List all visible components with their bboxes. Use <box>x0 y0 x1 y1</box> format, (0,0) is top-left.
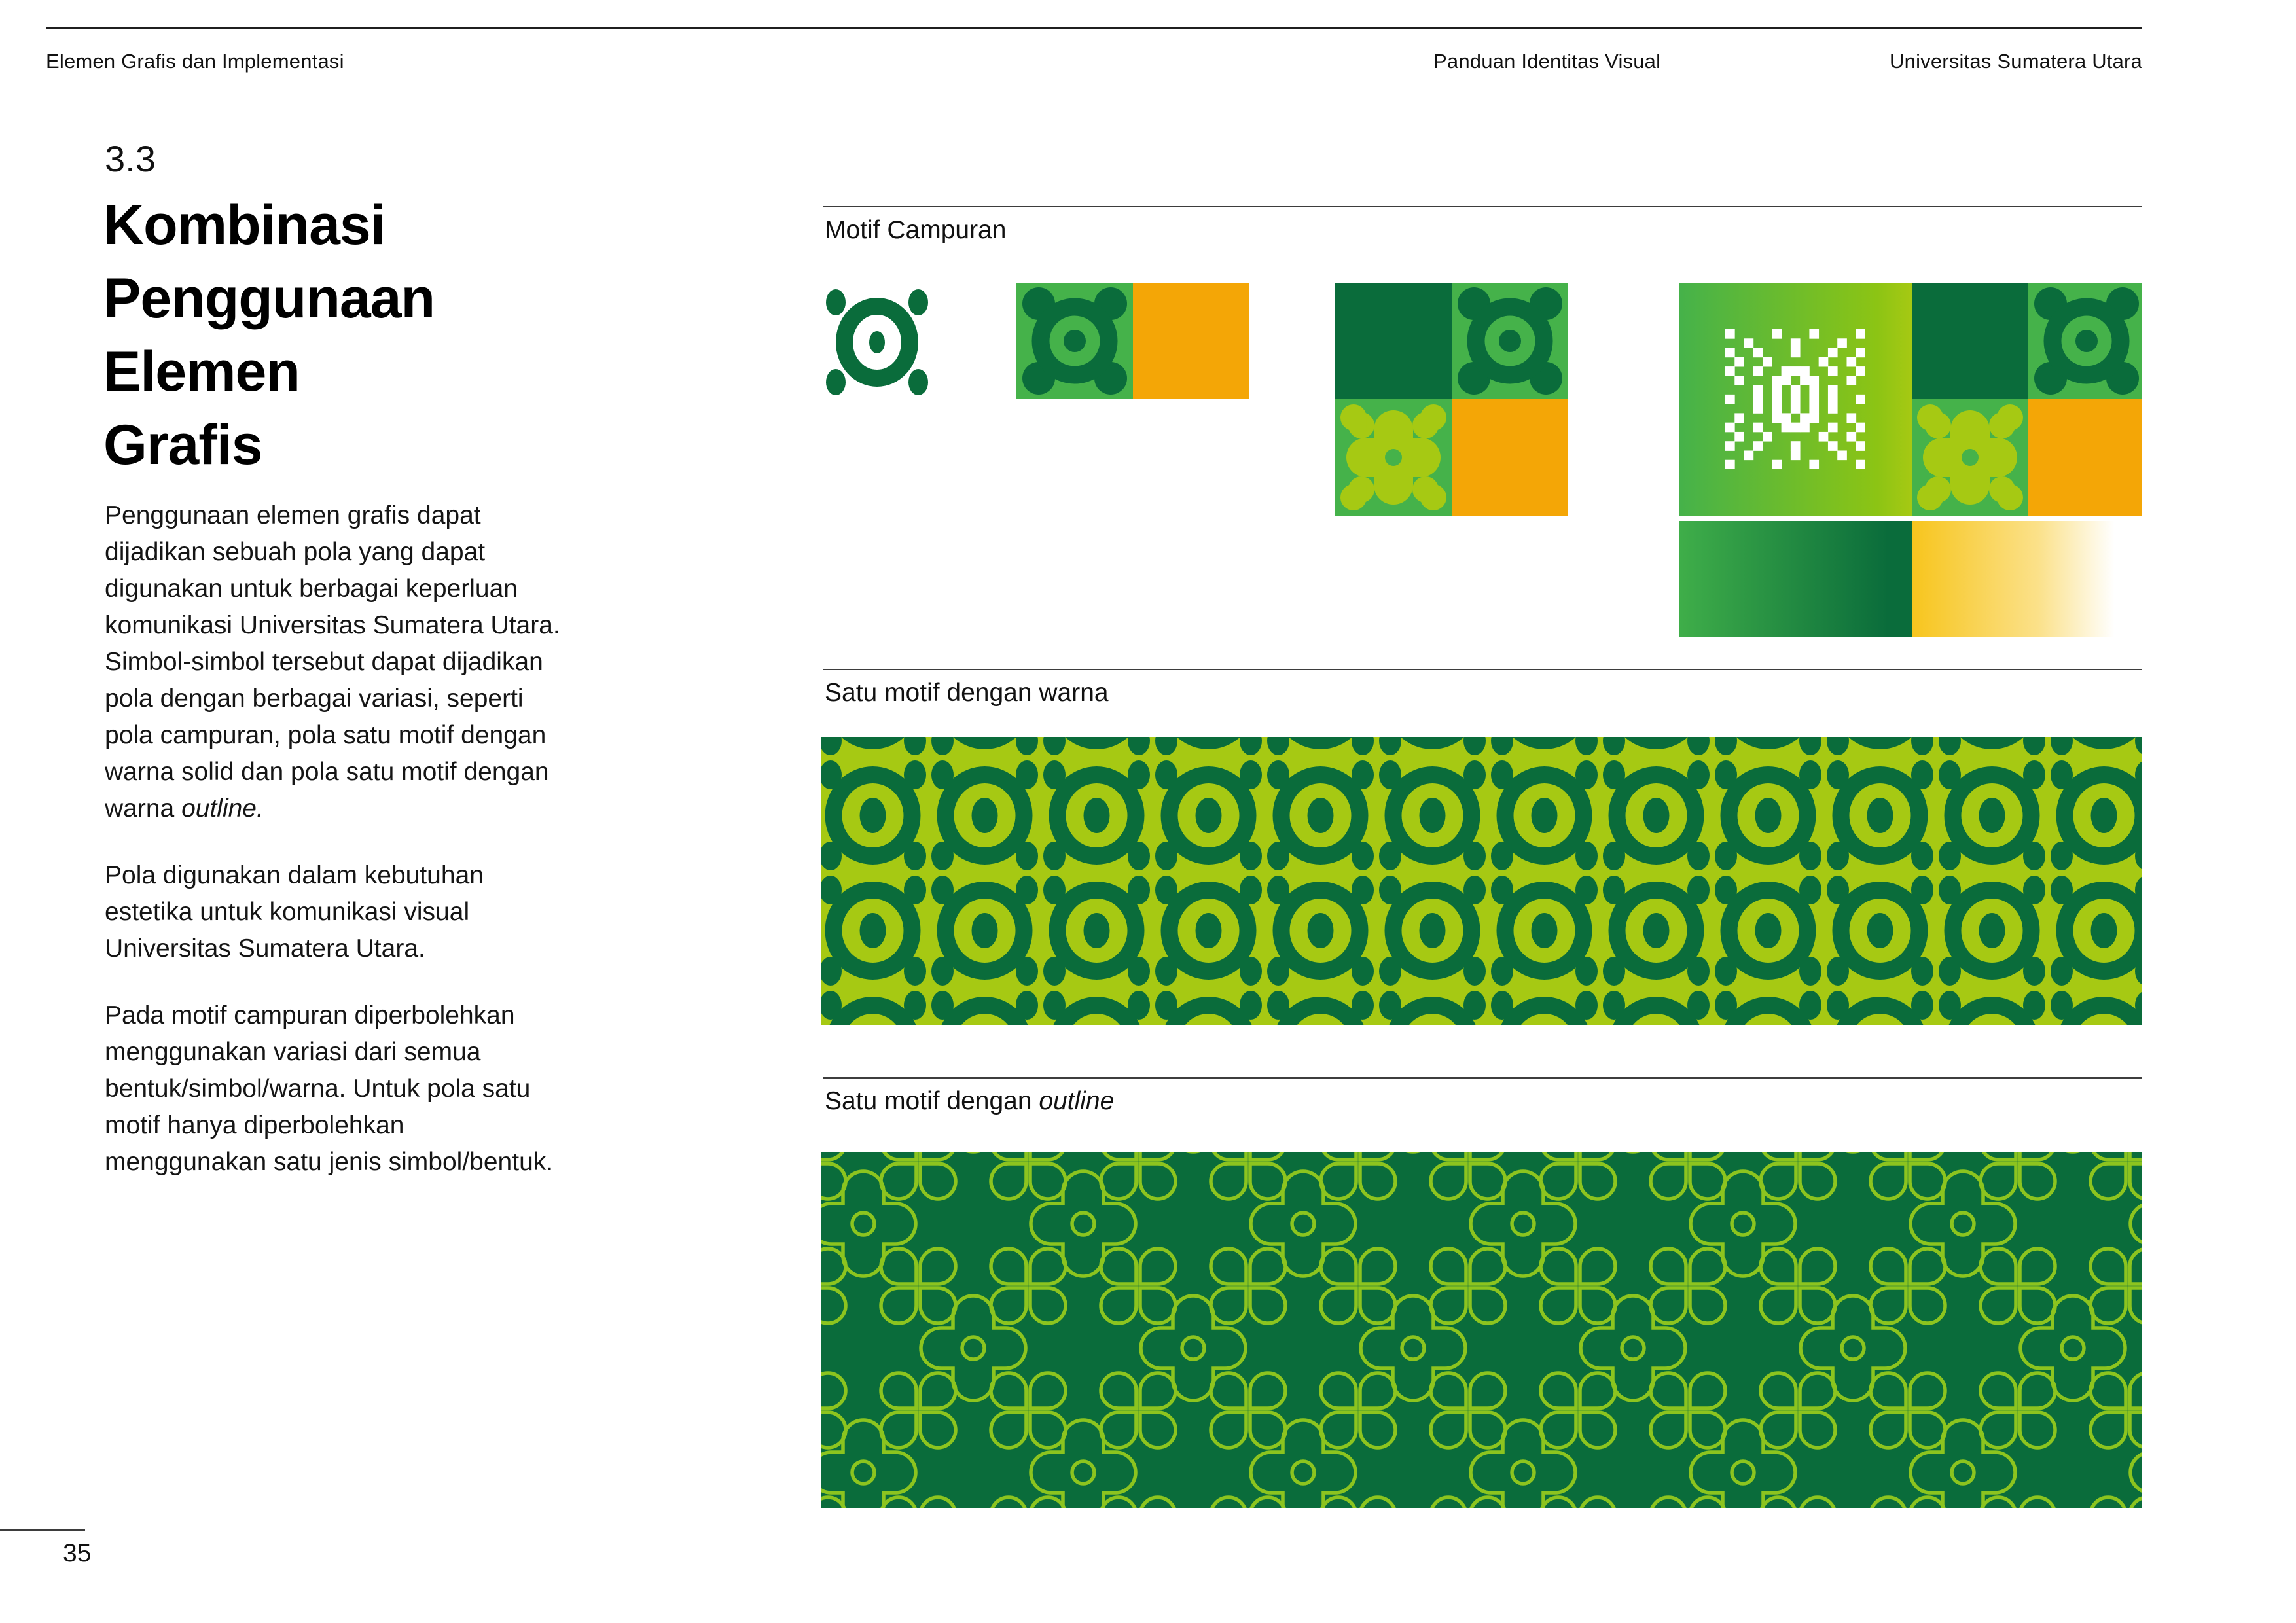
tile-eye-cell <box>1016 283 1133 399</box>
subsection-rule-2 <box>823 669 2142 670</box>
flower-motif-icon <box>1335 399 1452 516</box>
eye-motif-icon <box>1016 283 1133 399</box>
tile-solid-dark-cell <box>1912 283 2028 399</box>
body-text <box>105 497 563 1211</box>
page-number: 35 <box>63 1539 92 1567</box>
subsection-label-1: Motif Campuran <box>825 216 1007 244</box>
header-rule <box>46 27 2142 29</box>
sample-composite <box>1679 283 2142 637</box>
tile-orange-cell <box>2028 399 2142 516</box>
tile-solid-dark-cell <box>1335 283 1452 399</box>
sample-two-tiles <box>1016 283 1249 399</box>
header-org-name: Universitas Sumatera Utara <box>1890 50 2142 73</box>
paragraph-3-text: Pada motif campuran diperbolehkan menggunakan variasi dari semua bentuk/simbol/warna. Untuk pola satu motif hanya diperbolehkan menggunakan satu jenis simbol/bentuk. <box>105 1001 554 1176</box>
tile-pixel-motif-cell <box>1679 283 1912 516</box>
tile-orange-cell <box>1133 283 1249 399</box>
paragraph-2-text: Pola digunakan dalam kebutuhan estetika untuk komunikasi visual Universitas Sumatera Utara. <box>105 861 484 963</box>
subsection-label-3-text: Satu motif dengan <box>825 1087 1039 1115</box>
sample-grid-2x2 <box>1335 283 1568 516</box>
eye-motif-icon <box>2028 283 2142 399</box>
eye-motif-icon <box>1452 283 1568 399</box>
section-number: 3.3 <box>105 138 156 179</box>
tile-eye-cell <box>1452 283 1568 399</box>
solid-color-pattern-band <box>821 737 2142 1025</box>
tile-green-gradient-band <box>1679 521 1912 637</box>
paragraph-1-text: Penggunaan elemen grafis dapat dijadikan sebuah pola yang dapat digunakan untuk berbagai keperluan komunikasi Universitas Sumatera Utara. Simbol-simbol tersebut dapat dijadikan pola dengan berbagai variasi, seperti pola campuran, pola satu motif dengan warna solid dan pola satu motif dengan warna <box>105 501 560 823</box>
outline-flower-pattern <box>821 1152 2142 1508</box>
paragraph-3 <box>105 997 563 1181</box>
paragraph-2 <box>105 857 563 967</box>
paragraph-1-italic: outline. <box>181 794 264 823</box>
eye-motif-icon <box>821 287 933 398</box>
outline-pattern-band <box>821 1152 2142 1508</box>
sample-eye-motif <box>821 287 933 398</box>
eye-pattern <box>821 737 2142 1025</box>
footer-rule <box>0 1529 85 1531</box>
header-chapter-label: Elemen Grafis dan Implementasi <box>46 50 344 73</box>
tile-eye-cell <box>2028 283 2142 399</box>
flower-motif-icon <box>1912 399 2028 516</box>
tile-flower-cell <box>1335 399 1452 516</box>
tile-flower-cell <box>1912 399 2028 516</box>
paragraph-1 <box>105 497 563 827</box>
subsection-rule-1 <box>823 206 2142 207</box>
subsection-label-3 <box>825 1087 1114 1116</box>
subsection-rule-3 <box>823 1077 2142 1079</box>
section-title: Kombinasi Penggunaan Elemen Grafis <box>103 194 435 476</box>
tile-orange-cell <box>1452 399 1568 516</box>
pixel-diamond-motif <box>1725 329 1865 469</box>
subsection-label-2: Satu motif dengan warna <box>825 679 1109 707</box>
header-doc-title: Panduan Identitas Visual <box>1433 50 1661 73</box>
tile-gold-gradient-band <box>1912 521 2142 637</box>
subsection-label-3-italic: outline <box>1039 1087 1115 1115</box>
